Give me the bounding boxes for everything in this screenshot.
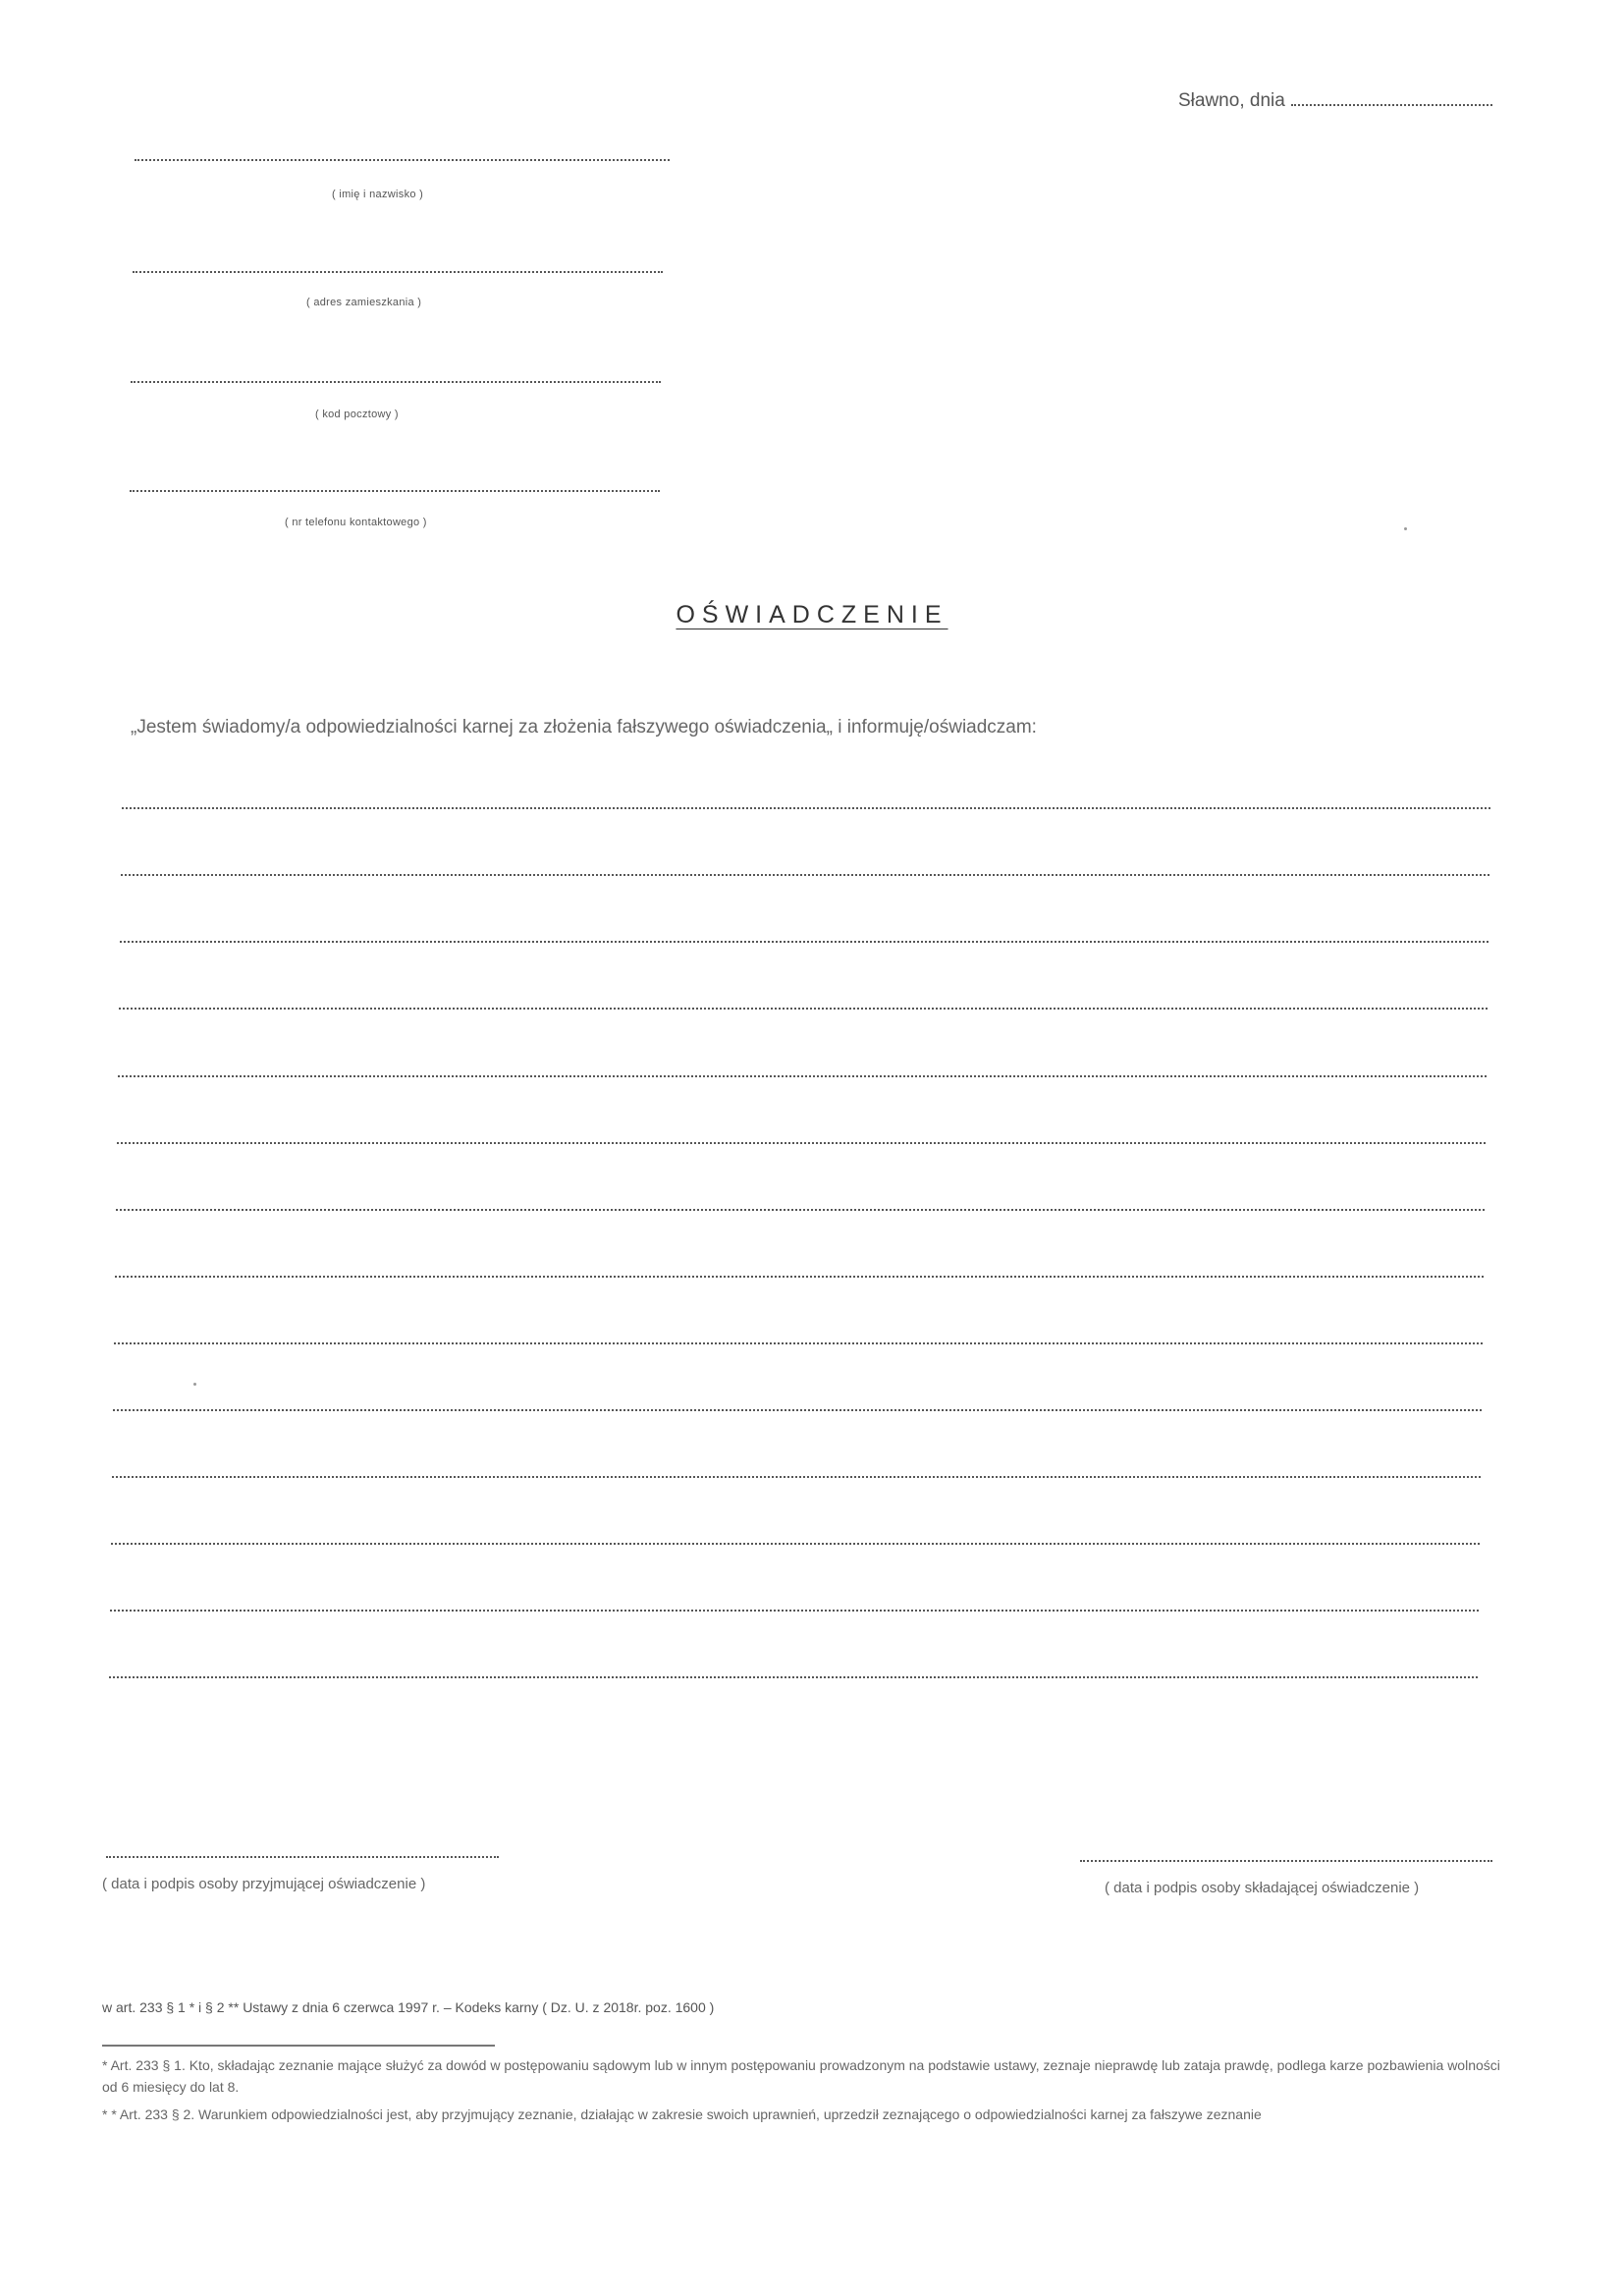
date-fill-line[interactable] — [1291, 104, 1492, 106]
declaration-line[interactable] — [113, 1409, 1482, 1411]
footnote-divider — [102, 2045, 495, 2047]
declaration-line[interactable] — [110, 1610, 1479, 1612]
declaration-line[interactable] — [115, 1276, 1484, 1278]
phone-caption: ( nr telefonu kontaktowego ) — [285, 517, 427, 528]
declaration-line[interactable] — [119, 1008, 1488, 1010]
declaration-line[interactable] — [112, 1476, 1481, 1478]
declaration-line[interactable] — [109, 1676, 1478, 1678]
declaration-line[interactable] — [117, 1142, 1486, 1144]
declaration-line[interactable] — [120, 941, 1489, 943]
footnote-2: * * Art. 233 § 2. Warunkiem odpowiedzialności jest, aby przyjmujący zeznanie, działając w zakresie swoich uprawnień, uprzedził zeznającego o odpowiedzialności karnej za fałszywe zeznanie — [102, 2106, 1262, 2122]
receiver-signature-line[interactable] — [106, 1856, 499, 1858]
statement-text: „Jestem świadomy/a odpowiedzialności karnej za złożenia fałszywego oświadczenia„ i informuję/oświadczam: — [131, 717, 1037, 738]
declaration-line[interactable] — [122, 807, 1490, 809]
document-title — [0, 601, 1624, 629]
place-date-field — [1178, 90, 1492, 112]
document-title-text: OŚWIADCZENIE — [676, 601, 948, 629]
declarant-signature-line[interactable] — [1080, 1860, 1492, 1862]
name-caption: ( imię i nazwisko ) — [332, 189, 424, 200]
phone-fill-line[interactable] — [130, 490, 660, 492]
postal-code-caption: ( kod pocztowy ) — [315, 409, 399, 420]
declaration-line[interactable] — [114, 1342, 1483, 1344]
scan-speck — [1404, 527, 1407, 530]
declaration-line[interactable] — [111, 1543, 1480, 1545]
address-fill-line[interactable] — [133, 271, 663, 273]
declaration-line[interactable] — [116, 1209, 1485, 1211]
declarant-signature-label: ( data i podpis osoby składającej oświadczenie ) — [1105, 1880, 1420, 1896]
legal-reference: w art. 233 § 1 * i § 2 ** Ustawy z dnia 6 czerwca 1997 r. – Kodeks karny ( Dz. U. z 2018r. poz. 1600 ) — [102, 1999, 715, 2015]
declaration-line[interactable] — [121, 874, 1489, 876]
footnote-1: * Art. 233 § 1. Kto, składając zeznanie mające służyć za dowód w postępowaniu sądowym lub w innym postępowaniu prowadzonym na podstawie ustawy, zeznaje nieprawdę lub zataja prawdę, podlega karze pozbawienia wolności od 6 miesięcy do lat 8. — [102, 2057, 1500, 2095]
name-fill-line[interactable] — [135, 159, 670, 161]
declaration-line[interactable] — [118, 1075, 1487, 1077]
address-caption: ( adres zamieszkania ) — [306, 297, 422, 308]
postal-code-fill-line[interactable] — [131, 381, 661, 383]
scan-speck — [193, 1383, 196, 1386]
receiver-signature-label: ( data i podpis osoby przyjmującej oświadczenie ) — [102, 1876, 426, 1892]
place-date-label: Sławno, dnia — [1178, 90, 1285, 111]
